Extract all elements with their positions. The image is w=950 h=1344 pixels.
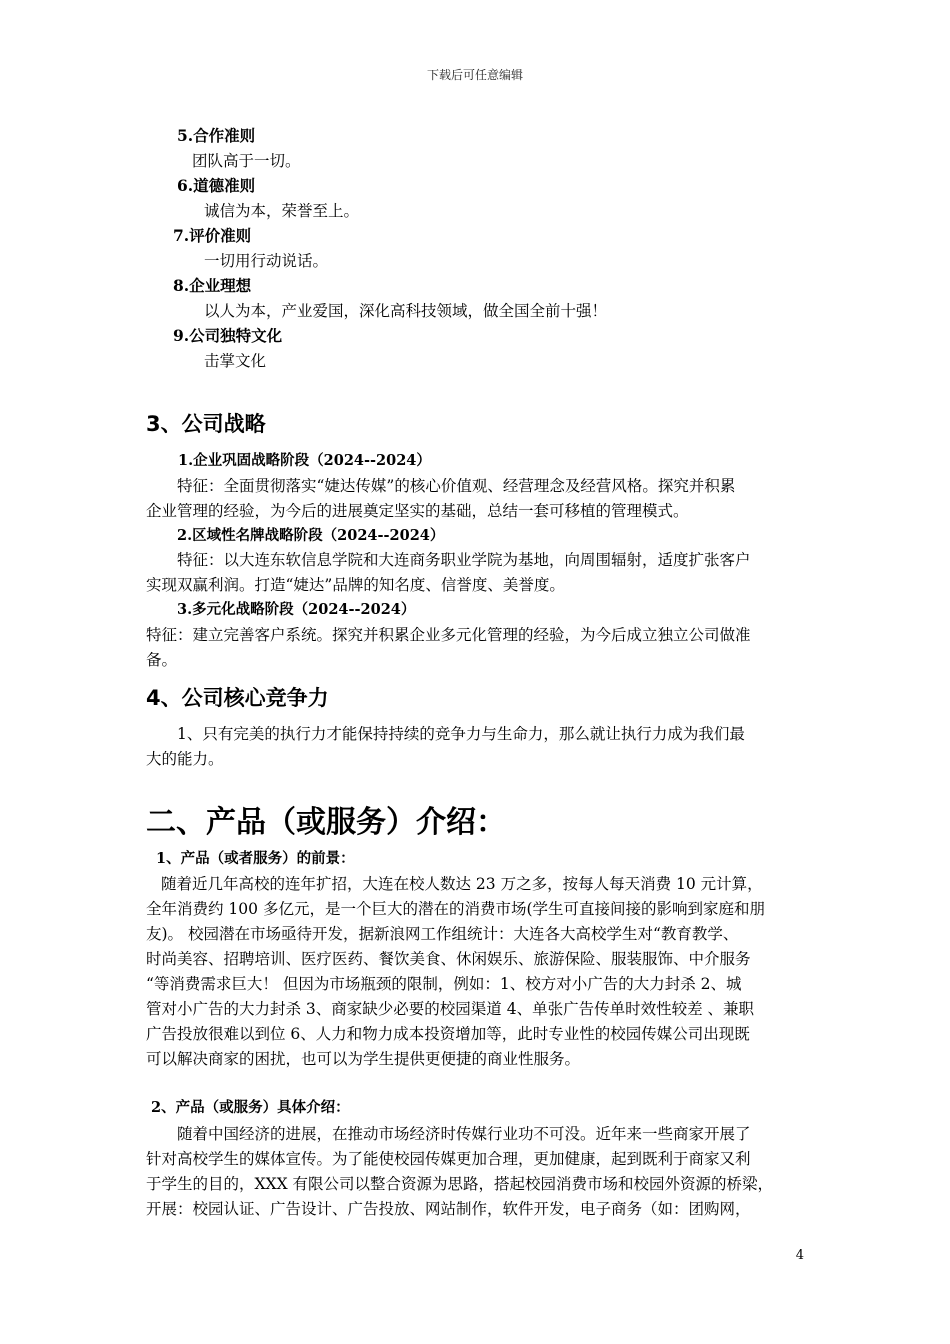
background-line-6: 管对小广告的大力封杀 3、商家缺少必要的校园渠道 4、单张广告传单时效性较差 、兼职 xyxy=(146,1000,755,1018)
principle-text-6: 诚信为本，荣誉至上。 xyxy=(204,202,360,220)
stage-2-line-2: 实现双赢利润。打造“婕达”品牌的知名度、信誉度、美誉度。 xyxy=(146,576,565,594)
detail-line-2: 针对高校学生的媒体宣传。为了能使校园传媒更加合理，更加健康，起到既利于商家又利 xyxy=(146,1150,751,1168)
product-background-title: 1、产品（或者服务）的前景： xyxy=(156,850,355,867)
background-line-1: 随着近几年高校的连年扩招，大连在校人数达 23 万之多，按每人每天消费 10 元计算， xyxy=(161,875,763,893)
principle-title-9: 9.公司独特文化 xyxy=(173,326,283,345)
stage-1-line-1: 特征：全面贯彻落实“婕达传媒”的核心价值观、经营理念及经营风格。探究并积累 xyxy=(177,477,736,495)
background-line-8: 可以解决商家的困扰，也可以为学生提供更便捷的商业性服务。 xyxy=(146,1050,581,1068)
principle-text-9: 击掌文化 xyxy=(204,352,267,370)
background-line-2: 全年消费约 100 多亿元，是一个巨大的潜在的消费市场(学生可直接间接的影响到家庭和朋 xyxy=(146,900,765,918)
principle-text-7: 一切用行动说话。 xyxy=(204,252,329,270)
stage-title-3: 3.多元化战略阶段（2024--2024） xyxy=(177,601,416,618)
stage-title-2: 2.区域性名牌战略阶段（2024--2024） xyxy=(177,527,445,544)
section-heading-strategy: 3、公司战略 xyxy=(146,412,266,436)
background-line-3: 友)。 校园潜在市场亟待开发，据新浪网工作组统计：大连各大高校学生对“教育教学、 xyxy=(146,925,739,943)
competitiveness-line-1: 1、只有完美的执行力才能保持持续的竞争力与生命力，那么就让执行力成为我们最 xyxy=(177,725,745,743)
detail-line-4: 开展：校园认证、广告设计、广告投放、网站制作，软件开发，电子商务（如：团购网， xyxy=(146,1200,751,1218)
competitiveness-line-2: 大的能力。 xyxy=(146,750,224,768)
principle-title-8: 8.企业理想 xyxy=(173,276,252,295)
background-line-5: “等消费需求巨大！ 但因为市场瓶颈的限制，例如：1、校方对小广告的大力封杀 2、城 xyxy=(146,975,742,993)
detail-line-1: 随着中国经济的进展，在推动市场经济时传媒行业功不可没。近年来一些商家开展了 xyxy=(177,1125,751,1143)
page-header: 下载后可任意编辑 xyxy=(426,68,523,82)
detail-line-3: 于学生的目的，XXX 有限公司以整合资源为思路，搭起校园消费市场和校园外资源的桥梁， xyxy=(146,1175,774,1193)
principle-text-5: 团队高于一切。 xyxy=(192,152,301,170)
page-number: 4 xyxy=(795,1248,804,1263)
section-heading-competitiveness: 4、公司核心竞争力 xyxy=(146,686,329,710)
stage-2-line-1: 特征：以大连东软信息学院和大连商务职业学院为基地，向周围辐射，适度扩张客户 xyxy=(177,551,751,569)
background-line-4: 时尚美容、招聘培训、医疗医药、餐饮美食、休闲娱乐、旅游保险、服装服饰、中介服务 xyxy=(146,950,751,968)
background-line-7: 广告投放很难以到位 6、人力和物力成本投资增加等，此时专业性的校园传媒公司出现既 xyxy=(146,1025,750,1043)
product-detail-title: 2、产品（或服务）具体介绍： xyxy=(151,1099,350,1116)
principle-title-6: 6.道德准则 xyxy=(177,176,256,195)
chapter-heading-product: 二、产品（或服务）介绍： xyxy=(146,805,506,840)
principle-title-7: 7.评价准则 xyxy=(173,226,252,245)
stage-3-line-2: 备。 xyxy=(146,651,178,669)
principle-text-8: 以人为本，产业爱国，深化高科技领域，做全国全前十强！ xyxy=(204,302,608,320)
stage-3-line-1: 特征：建立完善客户系统。探究并积累企业多元化管理的经验，为今后成立独立公司做准 xyxy=(146,626,751,644)
principle-title-5: 5.合作准则 xyxy=(177,126,256,145)
stage-1-line-2: 企业管理的经验，为今后的进展奠定坚实的基础，总结一套可移植的管理模式。 xyxy=(146,502,689,520)
stage-title-1: 1.企业巩固战略阶段（2024--2024） xyxy=(178,452,431,469)
